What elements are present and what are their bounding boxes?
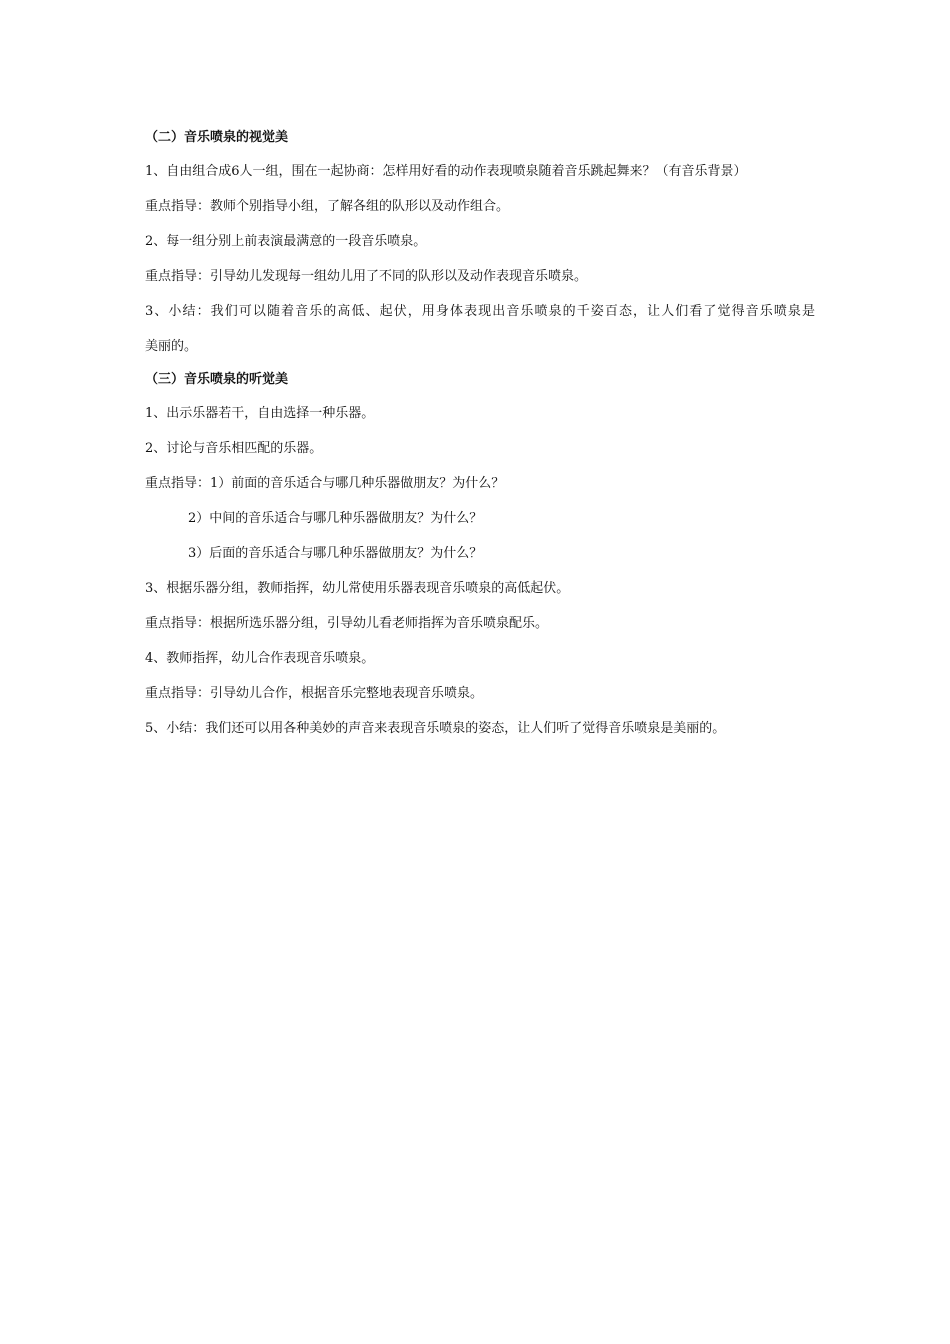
document-body (145, 122, 815, 746)
paragraph-guidance-2a: 重点指导：1）前面的音乐适合与哪几种乐器做朋友？为什么？ (145, 476, 505, 491)
paragraph-step-2: 2、讨论与音乐相匹配的乐器。 (145, 441, 323, 456)
paragraph-step-3: 3、根据乐器分组，教师指挥，幼儿常使用乐器表现音乐喷泉的高低起伏。 (145, 581, 570, 596)
paragraph-guidance-2: 重点指导：引导幼儿发现每一组幼儿用了不同的队形以及动作表现音乐喷泉。 (145, 269, 588, 284)
paragraph-guidance-3: 重点指导：根据所选乐器分组，引导幼儿看老师指挥为音乐喷泉配乐。 (145, 616, 549, 631)
section-heading-auditory-beauty: （三）音乐喷泉的听觉美 (145, 372, 289, 387)
section-heading-visual-beauty: （二）音乐喷泉的视觉美 (145, 130, 289, 145)
paragraph-guidance-2c: 3）后面的音乐适合与哪几种乐器做朋友？为什么？ (188, 546, 483, 561)
paragraph-guidance-1: 重点指导：教师个别指导小组，了解各组的队形以及动作组合。 (145, 199, 510, 214)
paragraph-step-1: 1、自由组合成6人一组，围在一起协商：怎样用好看的动作表现喷泉随着音乐跳起舞来？（有音乐背景） (145, 164, 747, 179)
paragraph-summary: 5、小结：我们还可以用各种美妙的声音来表现音乐喷泉的姿态，让人们听了觉得音乐喷泉是美丽的。 (145, 721, 726, 736)
paragraph-step-1: 1、出示乐器若干，自由选择一种乐器。 (145, 406, 375, 421)
paragraph-step-4: 4、教师指挥，幼儿合作表现音乐喷泉。 (145, 651, 375, 666)
paragraph-guidance-4: 重点指导：引导幼儿合作，根据音乐完整地表现音乐喷泉。 (145, 686, 484, 701)
paragraph-guidance-2b: 2）中间的音乐适合与哪几种乐器做朋友？为什么？ (188, 511, 483, 526)
paragraph-step-2: 2、每一组分别上前表演最满意的一段音乐喷泉。 (145, 234, 427, 249)
paragraph-summary-line-2: 美丽的。 (145, 339, 198, 354)
paragraph-summary-line-1: 3、小结：我们可以随着音乐的高低、起伏，用身体表现出音乐喷泉的千姿百态，让人们看了觉得音乐喷泉是 (145, 304, 815, 319)
